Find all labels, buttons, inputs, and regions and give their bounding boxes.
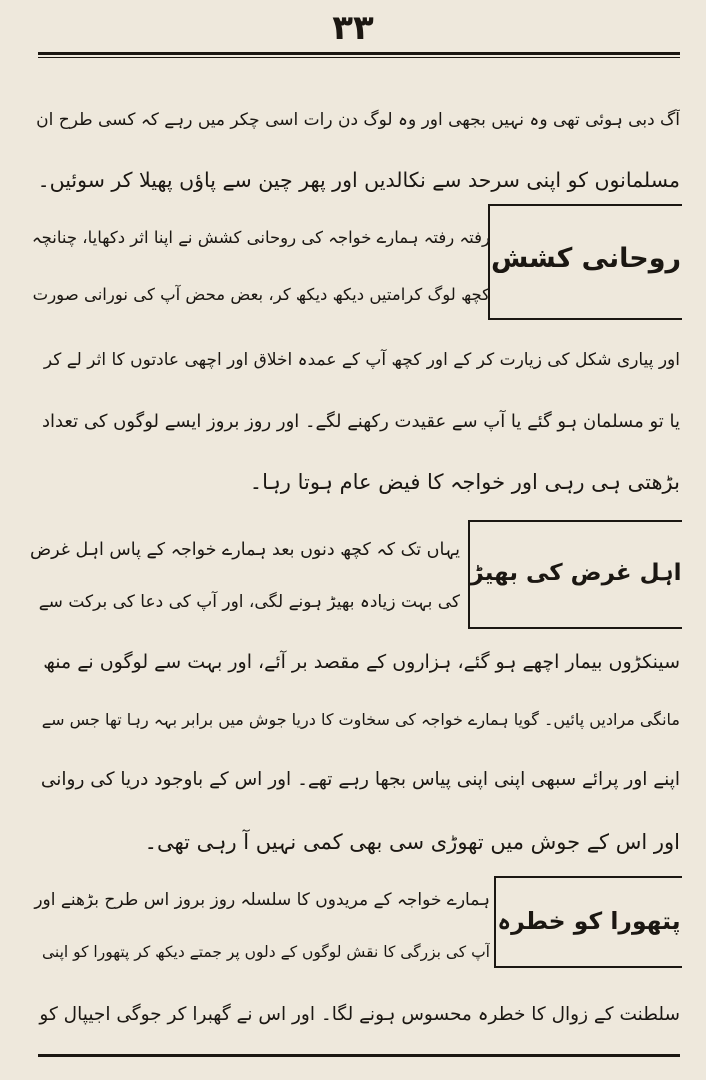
paragraph-line: بڑھتی ہی رہی اور خواجہ کا فیض عام ہوتا رہا۔ <box>249 470 680 494</box>
section-heading-bheer: اہل غرض کی بھیڑ <box>470 560 682 586</box>
section-heading-ruhani: روحانی کشش <box>490 243 682 274</box>
footer-rule <box>38 1054 680 1057</box>
paragraph-line: مانگی مرادیں پائیں۔ گویا ہمارے خواجہ کی سخاوت کا دریا جوش میں برابر بہہ رہا تھا جس سے <box>41 710 680 729</box>
paragraph-line: یہاں تک کہ کچھ دنوں بعد ہمارے خواجہ کے پاس اہل غرض <box>30 540 460 560</box>
section-heading-box <box>468 520 682 629</box>
paragraph-line: سینکڑوں بیمار اچھے ہو گئے، ہزاروں کے مقصد بر آئے، اور بہت سے لوگوں نے منھ <box>43 651 680 673</box>
paragraph-line: کچھ لوگ کرامتیں دیکھ دیکھ کر، بعض محض آپ کی نورانی صورت <box>32 285 490 304</box>
header-rule <box>38 52 680 55</box>
paragraph-line: آگ دبی ہوئی تھی وہ نہیں بجھی اور وہ لوگ دن رات اسی چکر میں رہے کہ کسی طرح ان <box>36 110 680 130</box>
paragraph-line: رفتہ رفتہ ہمارے خواجہ کی روحانی کشش نے اپنا اثر دکھایا، چنانچہ <box>31 228 490 247</box>
paragraph-line: سلطنت کے زوال کا خطرہ محسوس ہونے لگا۔ اور اس نے گھبرا کر جوگی اجیپال کو <box>39 1004 680 1025</box>
section-heading-khatra: پتھورا کو خطرہ <box>497 907 681 935</box>
paragraph-line: مسلمانوں کو اپنی سرحد سے نکالدیں اور پھر چین سے پاؤں پھیلا کر سوئیں۔ <box>37 168 680 192</box>
paragraph-line: یا تو مسلمان ہو گئے یا آپ سے عقیدت رکھنے لگے۔ اور روز بروز ایسے لوگوں کی تعداد <box>41 411 680 432</box>
paragraph-line: کی بہت زیادہ بھیڑ ہونے لگی، اور آپ کی دعا کی برکت سے <box>38 592 460 612</box>
header-rule-thin <box>38 57 680 58</box>
section-heading-box <box>488 204 682 320</box>
paragraph-line: اور پیاری شکل کی زیارت کر کے اور کچھ آپ کے عمدہ اخلاق اور اچھی عادتوں کا اثر لے کر <box>43 350 680 370</box>
paragraph-line: اپنے اور پرائے سبھی اپنی اپنی پیاس بجھا رہے تھے۔ اور اس کے باوجود دریا کی روانی <box>40 769 680 790</box>
page-number: ۳۳ <box>332 8 374 48</box>
paragraph-line: اور اس کے جوش میں تھوڑی سی بھی کمی نہیں آ رہی تھی۔ <box>144 830 680 854</box>
section-heading-box <box>494 876 682 968</box>
paragraph-line: آپ کی بزرگی کا نقش لوگوں کے دلوں پر جمتے دیکھ کر پتھورا کو اپنی <box>41 943 490 961</box>
paragraph-line: ہمارے خواجہ کے مریدوں کا سلسلہ روز بروز اس طرح بڑھنے اور <box>34 890 490 910</box>
